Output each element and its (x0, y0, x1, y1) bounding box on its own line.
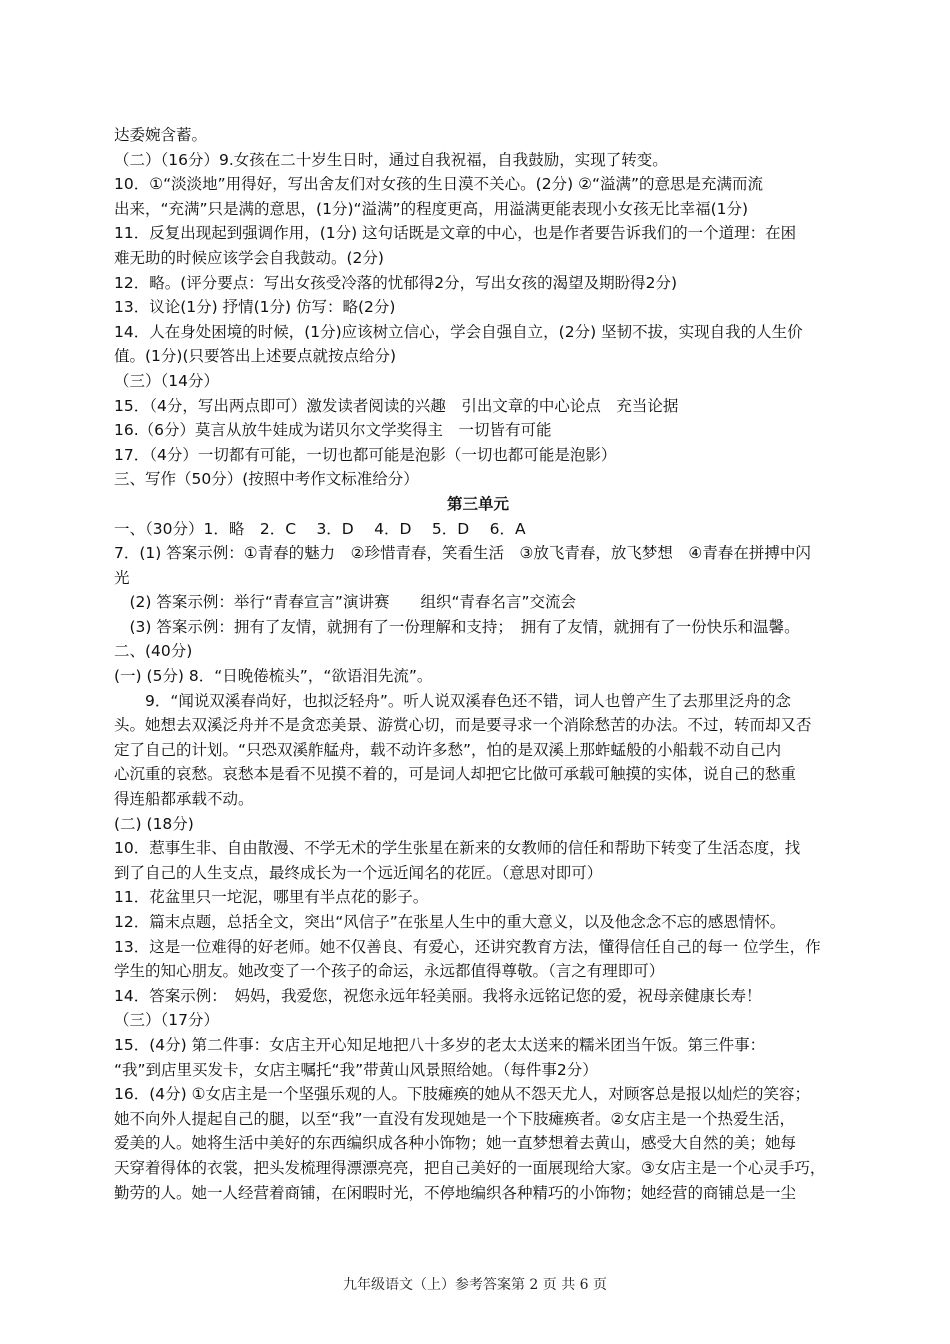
text-line: 天穿着得体的衣裳，把头发梳理得漂漂亮亮，把自己美好的一面展现给大家。③女店主是一个心灵手巧， (114, 1158, 826, 1177)
text-line: “我”到店里买发卡，女店主嘱托“我”带黄山风景照给她。（每件事2分） (114, 1060, 598, 1079)
text-line: 13．这是一位难得的好老师。她不仅善良、有爱心，还讲究教育方法，懂得信任自己的每一 位学生，作 (114, 937, 821, 956)
text-line: 二、(40分) (114, 642, 193, 661)
text-line: 定了自己的计划。“只恐双溪舴艋舟，载不动许多愁”，怕的是双溪上那蚱蜢般的小船载不动自己内 (114, 740, 782, 759)
text-line: (二) (18分) (114, 814, 194, 833)
text-line: 她不向外人提起自己的腿，以至“我”一直没有发现她是一个下肢瘫痪者。②女店主是一个热爱生活， (114, 1109, 795, 1128)
text-line: 12．篇末点题，总括全文，突出“风信子”在张星人生中的重大意义，以及他念念不忘的感恩情怀。 (114, 913, 786, 931)
text-line: 出来，“充满”只是满的意思，(1分)“溢满”的程度更高，用溢满更能表现小女孩无比幸福(1分) (114, 199, 749, 218)
section-heading: 第三单元 (446, 494, 509, 513)
text-line: 15．(4分) 第二件事：女店主开心知足地把八十多岁的老太太送来的糯米团当午饭。第三件事： (114, 1035, 766, 1054)
text-line: 勤劳的人。她一人经营着商铺，在闲暇时光，不停地编织各种精巧的小饰物；她经营的商铺总是一尘 (114, 1183, 797, 1202)
text-line: 16．(4分) ①女店主是一个坚强乐观的人。下肢瘫痪的她从不怨天尤人，对顾客总是报以灿烂的笑容； (114, 1085, 811, 1104)
text-line: 三、写作（50分）(按照中考作文标准给分） (114, 470, 419, 489)
text-line: 15．（4分，写出两点即可）激发读者阅读的兴趣 引出文章的中心论点 充当论据 (114, 396, 679, 415)
text-line: 17．（4分）一切都有可能，一切也都可能是泡影（一切也都可能是泡影） (114, 445, 617, 464)
text-line: 学生的知心朋友。她改变了一个孩子的命运，永远都值得尊敬。（言之有理即可） (114, 962, 665, 981)
text-line: （二）（16分）9.女孩在二十岁生日时，通过自我祝福，自我鼓励，实现了转变。 (114, 150, 668, 169)
text-line: 心沉重的哀愁。哀愁本是看不见摸不着的，可是词人却把它比做可承载可触摸的实体，说自己的愁重 (114, 765, 797, 784)
text-line: (3) 答案示例：拥有了友情，就拥有了一份理解和支持； 拥有了友情，就拥有了一份快乐和温馨。 (114, 617, 800, 636)
text-line: 9．“闻说双溪春尚好，也拟泛轻舟”。听人说双溪春色还不错，词人也曾产生了去那里泛舟的念 (114, 691, 791, 710)
text-line: 得连船都承载不动。 (114, 790, 254, 809)
text-line: 11．花盆里只一坨泥，哪里有半点花的影子。 (114, 888, 429, 907)
text-line: 12．略。(评分要点：写出女孩受冷落的忧郁得2分，写出女孩的渴望及期盼得2分) (114, 273, 678, 292)
text-line: 14．人在身处困境的时候，(1分)应该树立信心，学会自强自立，(2分) 坚韧不拔，实现自我的人生价 (114, 322, 803, 341)
text-line: 达委婉含蓄。 (114, 126, 208, 144)
text-line: 10．①“淡淡地”用得好，写出舍友们对女孩的生日漠不关心。(2分) ②“溢满”的意思是充满而流 (114, 175, 764, 194)
text-line: （三）（14分） (114, 371, 219, 390)
page-footer: 九年级语文（上）参考答案第 2 页 共 6 页 (342, 1277, 608, 1293)
text-line: （三）（17分） (114, 1011, 219, 1030)
text-line: 光 (114, 568, 130, 587)
text-line: 16.（6分）莫言从放牛娃成为诺贝尔文学奖得主 一切皆有可能 (114, 421, 552, 440)
text-line: (一) (5分) 8．“日晚倦梳头”，“欲语泪先流”。 (114, 667, 433, 686)
text-line: 11．反复出现起到强调作用，(1分) 这句话既是文章的中心，也是作者要告诉我们的一个道理：在困 (114, 224, 797, 243)
text-line: 14．答案示例： 妈妈，我爱您，祝您永远年轻美丽。我将永远铭记您的爱，祝母亲健康长寿！ (114, 986, 762, 1005)
text-line: (2) 答案示例：举行“青春宣言”演讲赛 组织“青春名言”交流会 (114, 593, 577, 612)
text-line: 头。她想去双溪泛舟并不是贪恋美景、游赏心切，而是要寻求一个消除愁苦的办法。不过，转而却又否 (114, 716, 812, 735)
text-line: 10．惹事生非、自由散漫、不学无术的学生张星在新来的女教师的信任和帮助下转变了生活态度，找 (114, 839, 801, 858)
text-line: 值。(1分)(只要答出上述要点就按点给分) (114, 347, 397, 366)
text-line: 7．(1) 答案示例：①青春的魅力 ②珍惜青春，笑看生活 ③放飞青春，放飞梦想 ④青春在拼搏中闪 (114, 544, 811, 563)
text-line: 难无助的时候应该学会自我鼓动。(2分) (114, 248, 384, 267)
text-line: 13．议论(1分) 抒情(1分) 仿写：略(2分) (114, 298, 396, 317)
text-line: 一、（30分）1．略 2．C 3．D 4．D 5．D 6．A (114, 519, 526, 538)
text-line: 爱美的人。她将生活中美好的东西编织成各种小饰物；她一直梦想着去黄山，感受大自然的美；她每 (114, 1134, 797, 1153)
answer-text-body (114, 123, 842, 1205)
text-line: 到了自己的人生支点，最终成长为一个远近闻名的花匠。（意思对即可） (114, 863, 603, 882)
